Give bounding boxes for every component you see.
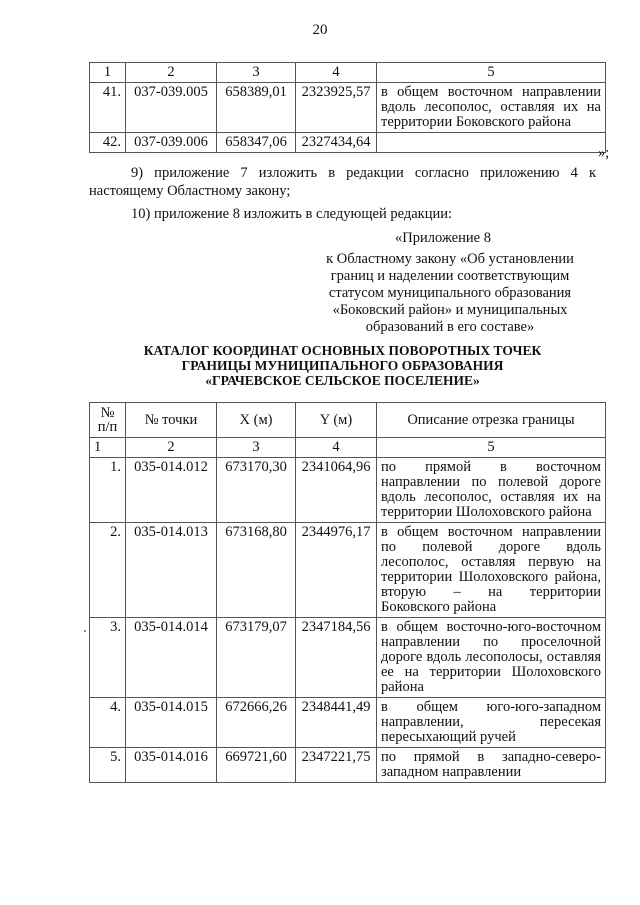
table-row [90,458,606,523]
table-row [90,618,606,698]
header-cell: Описание отрезка границы [377,403,606,438]
header-cell: 4 [296,63,377,83]
description: в общем восточном направлении вдоль лесополос, оставляя их на территории Боковского района [377,83,606,133]
point-id: 035-014.013 [126,523,217,618]
quote-close: »; [598,145,610,161]
catalog-title-line: ГРАНИЦЫ МУНИЦИПАЛЬНОГО ОБРАЗОВАНИЯ [181,358,504,373]
header-cell: X (м) [217,403,296,438]
row-number: 4. [90,698,126,748]
appendix-line: к Областному закону «Об установлении [326,251,574,267]
table-top [89,62,606,153]
table-row [90,523,606,618]
description: в общем юго-юго-западном направлении, пересекая пересыхающий ручей [377,698,606,748]
y-coord: 2347221,75 [296,748,377,783]
row-number: 1. [90,458,126,523]
x-coord: 669721,60 [217,748,296,783]
description: по прямой в восточном направлении по полевой дороге вдоль лесополос, оставляя их на территории Шолоховского района [377,458,606,523]
header-cell: 5 [377,63,606,83]
point-id: 035-014.014 [126,618,217,698]
appendix-line: границ и наделении соответствующим [330,268,570,284]
number-cell: 4 [296,438,377,458]
appendix-line: статусом муниципального образования [328,285,572,301]
point-id: 035-014.016 [126,748,217,783]
scan-artifact [84,630,86,632]
number-cell: 1 [90,438,126,458]
header-cell: 1 [90,63,126,83]
coordinates-table [89,402,606,783]
point-id: 037-039.005 [126,83,217,133]
table-header [90,403,606,438]
number-cell: 2 [126,438,217,458]
catalog-title-line: «ГРАЧЕВСКОЕ СЕЛЬСКОЕ ПОСЕЛЕНИЕ» [205,373,480,388]
header-cell: 2 [126,63,217,83]
page-number: 20 [312,22,328,38]
x-coord: 673179,07 [217,618,296,698]
description: по прямой в западно-северо-западном направлении [377,748,606,783]
description: в общем восточном направлении по полевой дороге вдоль лесополос, оставляя первую на территории Шолоховского района, вторую – на территории Боковского района [377,523,606,618]
number-cell: 3 [217,438,296,458]
table-top-header [90,63,606,83]
row-number: 2. [90,523,126,618]
point-id: 035-014.015 [126,698,217,748]
table-row [90,698,606,748]
row-number: 42. [90,133,126,153]
x-coord: 672666,26 [217,698,296,748]
y-coord: 2341064,96 [296,458,377,523]
paragraph-10: 10) приложение 8 изложить в следующей редакции: [131,206,453,222]
header-cell: № точки [126,403,217,438]
description: в общем восточно-юго-восточном направлении по проселочной дороге вдоль лесополосы, оставляя ее на территории Шолоховского района [377,618,606,698]
x-coord: 658347,06 [217,133,296,153]
y-coord: 2323925,57 [296,83,377,133]
x-coord: 673170,30 [217,458,296,523]
appendix-line: образований в его составе» [365,319,535,335]
header-cell: 3 [217,63,296,83]
table-number-row [90,438,606,458]
catalog-title [89,343,596,388]
y-coord: 2344976,17 [296,523,377,618]
point-id: 035-014.012 [126,458,217,523]
row-number: 5. [90,748,126,783]
appendix-caption [300,251,600,336]
point-id: 037-039.006 [126,133,217,153]
number-cell: 5 [377,438,606,458]
appendix-line: «Боковский район» и муниципальных [332,302,568,318]
catalog-title-line: КАТАЛОГ КООРДИНАТ ОСНОВНЫХ ПОВОРОТНЫХ ТОЧЕК [143,343,542,358]
appendix-title: «Приложение 8 [395,230,491,246]
y-coord: 2348441,49 [296,698,377,748]
table-row [90,748,606,783]
header-cell: Y (м) [296,403,377,438]
header-cell: № п/п [90,403,126,438]
description [377,133,606,153]
paragraph-9: 9) приложение 7 изложить в редакции согласно приложению 4 к настоящему Областному закону; [89,165,596,199]
table-row [90,133,606,153]
table-row [90,83,606,133]
y-coord: 2347184,56 [296,618,377,698]
x-coord: 658389,01 [217,83,296,133]
y-coord: 2327434,64 [296,133,377,153]
x-coord: 673168,80 [217,523,296,618]
row-number: 3. [90,618,126,698]
row-number: 41. [90,83,126,133]
